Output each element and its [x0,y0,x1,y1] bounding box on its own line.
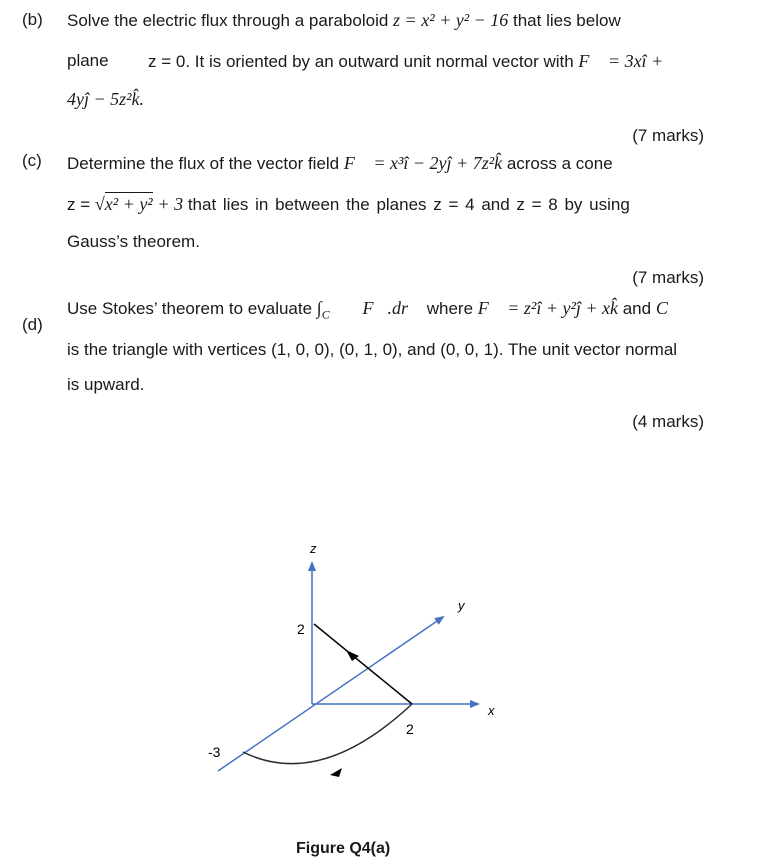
part-c-vector-field: F⃗ = x³î − 2yĵ + 7z²k̂ [343,153,503,173]
part-c-sqrt-radicand: x² + y² [104,194,153,214]
part-d-integrand: F⃗.dr⃗ [362,298,422,318]
part-c-marks: (7 marks) [632,268,704,287]
tick-x-2: 2 [406,721,414,737]
part-d-vector-field: F⃗ = z²î + y²ĵ + xk̂ [477,298,618,318]
part-d-integral-sign: ∫ [316,298,322,318]
part-c-line1-tail: across a cone [506,154,613,173]
part-b-vector-field-end: 4yĵ − 5z²k̂. [67,89,145,109]
part-d-marks: (4 marks) [632,412,704,431]
part-b-line2-word: plane [67,51,109,70]
tick-neg-3: -3 [208,744,221,760]
part-c-line3: Gauss’s theorem. [67,232,200,251]
part-c-sqrt-sign: √ [94,194,105,214]
part-d-line1-text: Use Stokes’ theorem to evaluate [67,299,313,318]
arc-curve [243,704,412,764]
part-c-cone-prefix: z = [67,195,91,214]
triangle-edge-zx [314,624,412,704]
axis-y-label: y [458,598,465,613]
part-b-marks: (7 marks) [632,126,704,145]
part-c-label: (c) [22,151,42,170]
part-d-integral-sub: C [321,307,330,322]
figure-caption: Figure Q4(a) [296,840,391,857]
part-d-line3: is upward. [67,375,145,394]
part-b-paraboloid-equation: z = x² + y² − 16 [393,10,509,30]
part-d-curve-c: C [655,298,668,318]
part-c-line2-text: that lies in between the planes z = 4 and z = 8 by using [187,195,630,214]
part-d-line2: is the triangle with vertices (1, 0, 0), (0, 1, 0), and (0, 0, 1). The unit vector normal [67,340,678,359]
part-c-line1-text: Determine the flux of the vector field [67,154,340,173]
tick-z-2: 2 [297,621,305,637]
part-b-label: (b) [22,10,43,29]
part-d-where: where [426,299,474,318]
axis-z-label: z [310,541,317,556]
part-b-line2-text: z = 0. It is oriented by an outward unit normal vector with [148,52,574,71]
part-d-and: and [622,299,652,318]
y-axis [218,617,443,771]
arc-direction-arrow [330,768,342,777]
part-b-line1-tail: that lies below [513,11,621,30]
part-d-label: (d) [22,315,43,334]
part-c-cone-tail: + 3 [157,194,184,214]
axis-x-label: x [488,703,495,718]
part-b-line1-text: Solve the electric flux through a paraboloid [67,11,389,30]
part-b-vector-field-start: F⃗ = 3xî + [578,51,664,71]
